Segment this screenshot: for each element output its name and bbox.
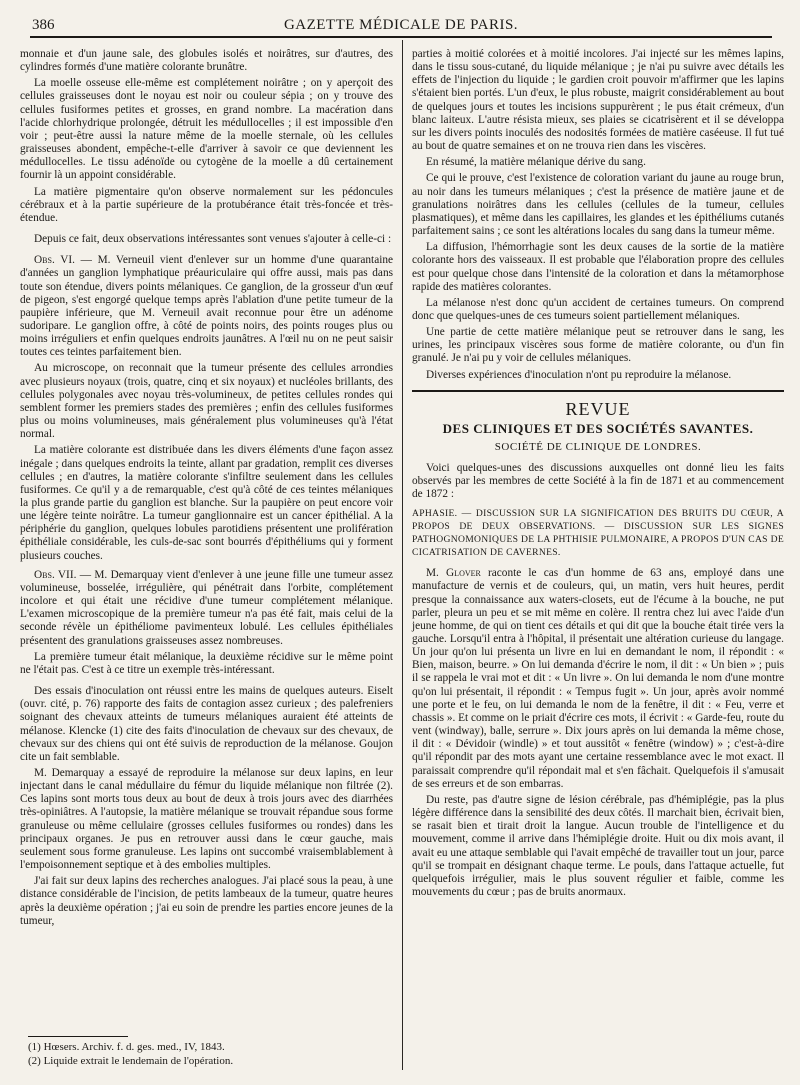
society-heading: SOCIÉTÉ DE CLINIQUE DE LONDRES. [494,440,702,453]
paragraph: J'ai fait sur deux lapins des recherches analogues. J'ai placé sous la peau, à une distance considérable de l'incision, de petits lambeaux de la tumeur, quatre heures après la deuxième opération ; j'ai eu soin de prendre les parties encore jeunes de la tumeur, [20,875,393,927]
glover-case [412,567,784,791]
section-rule [412,390,784,392]
footnote-rule [28,1036,128,1037]
paragraph: La diffusion, l'hémorrhagie sont les deux causes de la sortie de la matière colorante hors des vaisseaux. Il est probable que l'élaboration propre des cellules est pour quelque chose dans l'intensité de la coloration et dans la métamorphose rapide des matières colorantes. [412,241,784,293]
obs-label: Obs. VI. — [34,254,92,267]
right-column [412,48,784,902]
column-divider [402,40,403,1070]
paragraph: monnaie et d'un jaune sale, des globules isolés et noirâtres, sur d'autres, des cylindres formés d'une matière colorante brunâtre. [20,48,393,74]
footnotes [28,1036,388,1068]
paragraph: La mélanose n'est donc qu'un accident de certaines tumeurs. On comprend donc que quelques-unes de ces tumeurs soient partiellement mélaniques. [412,296,784,322]
paragraph: La première tumeur était mélanique, la deuxième récidive sur le même point ne l'était pas. C'est à ce titre un exemple très-intéressant. [20,650,393,676]
obs-text: M. Verneuil vient d'enlever sur un homme d'une quarantaine d'années un ganglion lymphatique préauriculaire qui offre aussi, mais pas dans toute son étendue, divers points mélaniques. Ce ganglion, de la grosseur d'un œuf de pigeon, s'est engorgé quelque temps après l'ablation d'une petite tumeur de la paupière inférieure, que M. Verneuil avait reconnue pour être un adénome sudoripare. Le ganglion offre, à côté de points noirs, des points rouges plus ou moins irréguliers et enfin quelques endroits jaunâtres. A l'œil nu on ne peut saisir toutes ces teintes parfaitement bien. [20,254,394,359]
section-title: REVUE [565,398,631,419]
case-text: raconte le cas d'un homme de 63 ans, employé dans une manufacture de vernis et de couleurs, qui, un matin, vers huit heures, perdit presque la connaissance aux waters-closets, eut de l'écume à la bouche, ne put parler, pleura un peu et se mit même en colère. Il rentra chez lui avec l'aide d'un jeune homme, de qui on tient ces détails et qui dit que la bouche était tirée vers la gauche. Lorsqu'il entra à l'hôpital, il présentait une altération curieuse du langage. Un jour qu'on lui présenta un livre en lui en demandant le nom, il répondit : « Bien, maison, beurre. » On lui demanda d'écrire le nom, il dit : « Un bien » ; puis il se rappela le vrai mot et dit : « Un livre ». On lui demanda le nom d'une montre qu'on lui présentait, il répondit : « Tempus fugit ». Un jour, après avoir nommé une porte et le feu, on lui demanda le nom de la fenêtre, il dit : « Feu, verre et chassis ». Et comme on le priait d'écrire ces mots, il écrivit : « Garde-feu, route du vent (windway), balle, serrure ». Dix jours après on lui demanda la même chose, il dit : « Dévidoir (windle) » et tout aussitôt « fenêtre (window) » ; c'est-à-dire qu'il répondit par des mots ayant une certaine ressemblance avec le mot exact. Il paraissait comprendre qu'il répondait mal et s'en fâchait. Quelquefois il s'amusait de ses erreurs et de son embarras. [412,567,785,790]
footnote-1: (1) Hœsers. Archiv. f. d. ges. med., IV, 1843. [28,1041,225,1053]
paragraph: Depuis ce fait, deux observations intéressantes sont venues s'ajouter à celle-ci : [34,233,392,246]
paragraph: Au microscope, on reconnait que la tumeur présente des cellules arrondies avec plusieurs noyaux (trois, quatre, cinq et six noyaux) et nucléoles brillants, des cellules polygonales avec noyau très-volumineux, de petites cellules rondes qui semblent former les premiers stades des premières ; enfin des cellules fusiformes plus ou moins volumineuses, mais généralement plus volumineuses qu'à l'état normal. [20,362,393,441]
obs-label: Obs. VII. — [34,568,92,581]
left-column [20,48,393,931]
page-header [30,16,772,38]
paragraph: La matière pigmentaire qu'on observe normalement sur les pédoncules cérébraux et à la partie supérieure de la protubérance était très-foncée et très-étendue. [20,185,393,224]
paragraph: En résumé, la matière mélanique dérive du sang. [426,156,646,169]
observation-vii [20,569,393,648]
section-subtitle: DES CLINIQUES ET DES SOCIÉTÉS SAVANTES. [442,420,754,436]
page-number: 386 [32,17,55,33]
obs-text: M. Demarquay vient d'enlever à une jeune fille une tumeur assez volumineuse, bosselée, irrégulière, qui pénétrait dans l'orbite, complétement incolore et qui était une récidive d'une tumeur complétement mélanique. L'examen microscopique de la première tumeur n'a pas été fait, mais celui de la seconde révèle un épithéliome pavimenteux lobulé. Les cellules épithéliales présentent des granulations graisseuses assez nombreuses. [20,568,393,647]
paragraph: parties à moitié colorées et à moitié incolores. J'ai injecté sur les mêmes lapins, dans le tissu sous-cutané, du liquide mélanique ; je n'ai pu suivre avec détails les effets de l'injection du liquide ; le gardien croit pouvoir m'affirmer que les lapins s'étaient bien portés. L'un d'eux, le plus robuste, maigrit considérablement au bout de quelques jours et toutes les incisions suppurèrent ; le pus était crémeux, d'un blanc laiteux. L'autre résista mieux, ses plaies se cicatrisèrent et il se développa sur les divers points inoculés des nodosités formées de matière caséeuse. Il fut tué au bout de quatre semaines et on ne trouva rien dans les viscères. [412,48,784,153]
paragraph: La moelle osseuse elle-même est complétement noirâtre ; on y aperçoit des cellules graisseuses dont le noyau est noir ou couleur sépia ; on y trouve des cellules fusiformes petites et grosses, en grand nombre. La macération dans l'acide chlorhydrique prolongée, détruit les médullocelles ; il est impossible d'en voir ; peut-être aussi la nature même de la moelle sternale, où les cellules graisseuses abondent, empêche-t-elle d'arriver à savoir ce que deviennent les médullocelles. Le tissu adénoïde ou cytogène de la moelle a dû certainement fournir là un appoint considérable. [20,77,393,182]
observation-vi [20,254,393,359]
paragraph: Des essais d'inoculation ont réussi entre les mains de quelques auteurs. Eiselt (ouvr. cité, p. 76) rapporte des faits de contagion assez curieux ; des palefreniers soignant des chevaux atteints de tumeurs mélaniques auraient été atteints de mélanose. Klencke (1) cite des faits d'inoculation de chevaux sur des chevaux, de chevaux sur des chiens qui ont été suivis de reproduction de la mélanose. Goujon cite un fait semblable. [20,685,393,763]
journal-title: GAZETTE MÉDICALE DE PARIS. [283,17,519,33]
paragraph: La matière colorante est distribuée dans les divers éléments d'une façon assez inégale ; dans quelques endroits la teinte, allant par gradation, remplit ces diverses cellules ; en d'autres, la matière colorante s'infiltre seulement dans les cellules fusiformes. Ce qu'il y a de remarquable, c'est qu'à côté de ces teintes mélaniques la plus grande partie du ganglion est blanche. Sur la paupière on peut encore voir une légère teinte noirâtre. La tumeur ganglionnaire est un cancer épithélial. A la périphérie du ganglion, quelques lobules parotidiens présentent une prolifération épithéliale considérable, les culs-de-sac sont bourrés d'épithéliums qui y forment plusieurs couches. [20,444,393,562]
footnote-2: (2) Liquide extrait le lendemain de l'opération. [28,1055,234,1067]
speaker-name: M. Glover [426,567,481,580]
topics-subheading: APHASIE. — DISCUSSION SUR LA SIGNIFICATION DES BRUITS DU CŒUR, A PROPOS DE DEUX OBSERVATIONS. — DISCUSSION SUR LES SIGNES PATHOGNOMONIQUES DE LA PHTHISIE PULMONAIRE, A PROPOS D'UN CAS DE CICATRISATION DE CAVERNES. [412,508,784,559]
paragraph: Ce qui le prouve, c'est l'existence de coloration variant du jaune au rouge brun, au noir dans les tumeurs mélaniques ; c'est la présence de matière jaune et de granulations noirâtres dans les cellules (cellules de la tumeur, cellules plasmatiques), et même dans les capillaires, les glandes et les épithéliums cutanés parfaitement sains ; ce sont les altérations locales du sang dans la tumeur même. [412,172,784,238]
paragraph: M. Demarquay a essayé de reproduire la mélanose sur deux lapins, en leur injectant dans le canal médullaire du fémur du liquide mélanique non filtrée (2). Ces lapins sont morts tous deux au bout de deux à trois jours avec des diarrhées très-opiniâtres. A l'autopsie, la matière mélanique se trouvait répandue sous forme granuleuse ou même cellulaire (grosses cellules fusiformes ou rondes) dans les principaux organes. Je pus en retrouver aussi dans le cœur gauche, mais seulement sous forme granuleuse. Les lapins ont succombé vraisemblablement à l'empoisonnement septique et à des embolies multiples. [20,766,393,872]
paragraph: Du reste, pas d'autre signe de lésion cérébrale, pas d'hémiplégie, pas la plus légère différence dans la sensibilité des deux côtés. Il marchait bien, écrivait bien, se rasait bien et tirait droit la langue. Aucun trouble de l'intelligence et du mouvement, comme il arrive dans l'hémiplégie droite. Huit ou dix mois avant, il avait eu une attaque semblable qui l'avait empêché de travailler tout un jour, parce qu'il se trompait en désignant chaque terme. Le pouls, dans l'attaque actuelle, fut quelquefois irrégulier, mais le plus souvent régulier et faible, comme les mouvements du cœur ; pas de bruits anormaux. [412,793,784,898]
paragraph: Une partie de cette matière mélanique peut se retrouver dans le sang, les urines, les principaux viscères sous forme de matière colorante, ou d'un fin granulé. Je n'ai pu y voir de cellules mélaniques. [412,326,784,365]
paragraph: Voici quelques-unes des discussions auxquelles ont donné lieu les faits observés par les membres de cette Société à la fin de 1871 et au commencement de 1872 : [412,461,784,501]
paragraph: Diverses expériences d'inoculation n'ont pu reproduire la mélanose. [426,368,732,381]
